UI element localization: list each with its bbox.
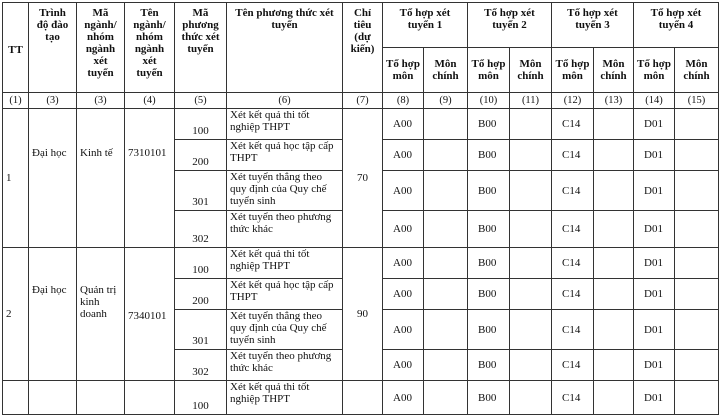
main-subject-cell: [510, 279, 552, 310]
main-subject-cell: [594, 171, 634, 211]
main-subject-cell: [510, 109, 552, 140]
combo-code: A00: [383, 171, 424, 211]
main-subject-cell: [594, 140, 634, 171]
main-subject-cell: [675, 248, 719, 279]
combo-code: A00: [383, 350, 424, 381]
main-subject-cell: [510, 310, 552, 350]
combo-code: B00: [468, 248, 510, 279]
header-row: [3, 3, 719, 48]
method-code: 301: [175, 310, 227, 350]
header-combo-2: Tổ hợp xét tuyển 2: [468, 3, 552, 48]
main-subject-cell: [510, 350, 552, 381]
major-name: Quản trị kinh doanh: [77, 248, 125, 381]
header-quota: Chỉ tiêu (dự kiến): [343, 3, 383, 93]
main-subject-cell: [675, 211, 719, 248]
method-name: Xét kết quả thi tốt nghiệp THPT: [227, 381, 343, 415]
method-name: Xét tuyển thẳng theo quy định của Quy chế tuyển sinh: [227, 310, 343, 350]
training-level: [29, 381, 77, 415]
column-index: (3): [29, 93, 77, 109]
combo-code: C14: [552, 350, 594, 381]
main-subject-cell: [675, 279, 719, 310]
header-main-subject: Môn chính: [510, 48, 552, 93]
column-index-row: [3, 93, 719, 109]
combo-code: B00: [468, 211, 510, 248]
main-subject-cell: [675, 109, 719, 140]
header-major-name: Tên ngành/ nhóm ngành xét tuyển: [125, 3, 175, 93]
row-number: 1: [3, 109, 29, 248]
combo-code: D01: [634, 381, 675, 415]
header-combo-subject: Tổ hợp môn: [634, 48, 675, 93]
combo-code: B00: [468, 109, 510, 140]
combo-code: D01: [634, 171, 675, 211]
main-subject-cell: [424, 381, 468, 415]
main-subject-cell: [594, 279, 634, 310]
main-subject-cell: [594, 211, 634, 248]
main-subject-cell: [424, 310, 468, 350]
method-code: 302: [175, 350, 227, 381]
method-name: Xét tuyển theo phương thức khác: [227, 350, 343, 381]
row-number: 2: [3, 248, 29, 381]
method-name: Xét kết quả thi tốt nghiệp THPT: [227, 248, 343, 279]
combo-code: A00: [383, 140, 424, 171]
method-name: Xét kết quả thi tốt nghiệp THPT: [227, 109, 343, 140]
header-main-subject: Môn chính: [424, 48, 468, 93]
major-code: 7340101: [125, 248, 175, 381]
main-subject-cell: [424, 279, 468, 310]
main-subject-cell: [510, 381, 552, 415]
combo-code: C14: [552, 381, 594, 415]
header-combo-3: Tổ hợp xét tuyển 3: [552, 3, 634, 48]
main-subject-cell: [675, 310, 719, 350]
major-name: Kinh tế: [77, 109, 125, 248]
main-subject-cell: [424, 109, 468, 140]
combo-code: A00: [383, 109, 424, 140]
main-subject-cell: [510, 171, 552, 211]
method-code: 302: [175, 211, 227, 248]
header-combo-subject: Tổ hợp môn: [383, 48, 424, 93]
header-combo-1: Tổ hợp xét tuyển 1: [383, 3, 468, 48]
main-subject-cell: [424, 140, 468, 171]
combo-code: A00: [383, 211, 424, 248]
header-level: Trình độ đào tạo: [29, 3, 77, 93]
header-main-subject: Môn chính: [594, 48, 634, 93]
main-subject-cell: [594, 109, 634, 140]
quota: [343, 381, 383, 415]
main-subject-cell: [594, 381, 634, 415]
column-index: (12): [552, 93, 594, 109]
header-method-name: Tên phương thức xét tuyển: [227, 3, 343, 93]
combo-code: C14: [552, 140, 594, 171]
row-number: [3, 381, 29, 415]
combo-code: B00: [468, 381, 510, 415]
column-index: (6): [227, 93, 343, 109]
method-code: 200: [175, 140, 227, 171]
combo-code: C14: [552, 171, 594, 211]
column-index: (13): [594, 93, 634, 109]
main-subject-cell: [594, 350, 634, 381]
combo-code: B00: [468, 140, 510, 171]
combo-code: B00: [468, 171, 510, 211]
combo-code: D01: [634, 140, 675, 171]
combo-code: D01: [634, 211, 675, 248]
header-combo-4: Tổ hợp xét tuyển 4: [634, 3, 719, 48]
training-level: Đại học: [29, 109, 77, 248]
combo-code: A00: [383, 310, 424, 350]
combo-code: A00: [383, 279, 424, 310]
combo-code: C14: [552, 211, 594, 248]
combo-code: C14: [552, 109, 594, 140]
admission-table: [2, 2, 719, 415]
combo-code: D01: [634, 279, 675, 310]
column-index: (15): [675, 93, 719, 109]
method-code: 100: [175, 248, 227, 279]
method-name: Xét tuyển thẳng theo quy định của Quy chế tuyển sinh: [227, 171, 343, 211]
main-subject-cell: [424, 350, 468, 381]
main-subject-cell: [510, 248, 552, 279]
header-method-code: Mã phương thức xét tuyển: [175, 3, 227, 93]
quota: 90: [343, 248, 383, 381]
column-index: (9): [424, 93, 468, 109]
header-main-subject: Môn chính: [675, 48, 719, 93]
combo-code: B00: [468, 350, 510, 381]
main-subject-cell: [675, 171, 719, 211]
combo-code: C14: [552, 279, 594, 310]
column-index: (4): [125, 93, 175, 109]
table-row: [3, 381, 719, 415]
header-combo-subject: Tổ hợp môn: [468, 48, 510, 93]
column-index: (5): [175, 93, 227, 109]
combo-code: A00: [383, 381, 424, 415]
combo-code: A00: [383, 248, 424, 279]
method-code: 100: [175, 381, 227, 415]
quota: 70: [343, 109, 383, 248]
main-subject-cell: [675, 350, 719, 381]
column-index: (10): [468, 93, 510, 109]
main-subject-cell: [510, 211, 552, 248]
combo-code: D01: [634, 109, 675, 140]
column-index: (1): [3, 93, 29, 109]
column-index: (3): [77, 93, 125, 109]
combo-code: B00: [468, 279, 510, 310]
method-name: Xét kết quả học tập cấp THPT: [227, 279, 343, 310]
main-subject-cell: [675, 381, 719, 415]
column-index: (8): [383, 93, 424, 109]
main-subject-cell: [424, 211, 468, 248]
method-code: 100: [175, 109, 227, 140]
main-subject-cell: [424, 248, 468, 279]
method-name: Xét tuyển theo phương thức khác: [227, 211, 343, 248]
major-code: 7310101: [125, 109, 175, 248]
combo-code: C14: [552, 248, 594, 279]
header-combo-subject: Tổ hợp môn: [552, 48, 594, 93]
combo-code: D01: [634, 310, 675, 350]
header-major-code: Mã ngành/ nhóm ngành xét tuyển: [77, 3, 125, 93]
main-subject-cell: [675, 140, 719, 171]
main-subject-cell: [594, 310, 634, 350]
major-code: [125, 381, 175, 415]
column-index: (7): [343, 93, 383, 109]
main-subject-cell: [510, 140, 552, 171]
table-row: [3, 248, 719, 279]
method-name: Xét kết quả học tập cấp THPT: [227, 140, 343, 171]
main-subject-cell: [594, 248, 634, 279]
method-code: 200: [175, 279, 227, 310]
method-code: 301: [175, 171, 227, 211]
combo-code: B00: [468, 310, 510, 350]
column-index: (11): [510, 93, 552, 109]
combo-code: D01: [634, 248, 675, 279]
combo-code: D01: [634, 350, 675, 381]
main-subject-cell: [424, 171, 468, 211]
column-index: (14): [634, 93, 675, 109]
major-name: [77, 381, 125, 415]
combo-code: C14: [552, 310, 594, 350]
header-tt: TT: [3, 3, 29, 93]
table-row: [3, 109, 719, 140]
training-level: Đại học: [29, 248, 77, 381]
